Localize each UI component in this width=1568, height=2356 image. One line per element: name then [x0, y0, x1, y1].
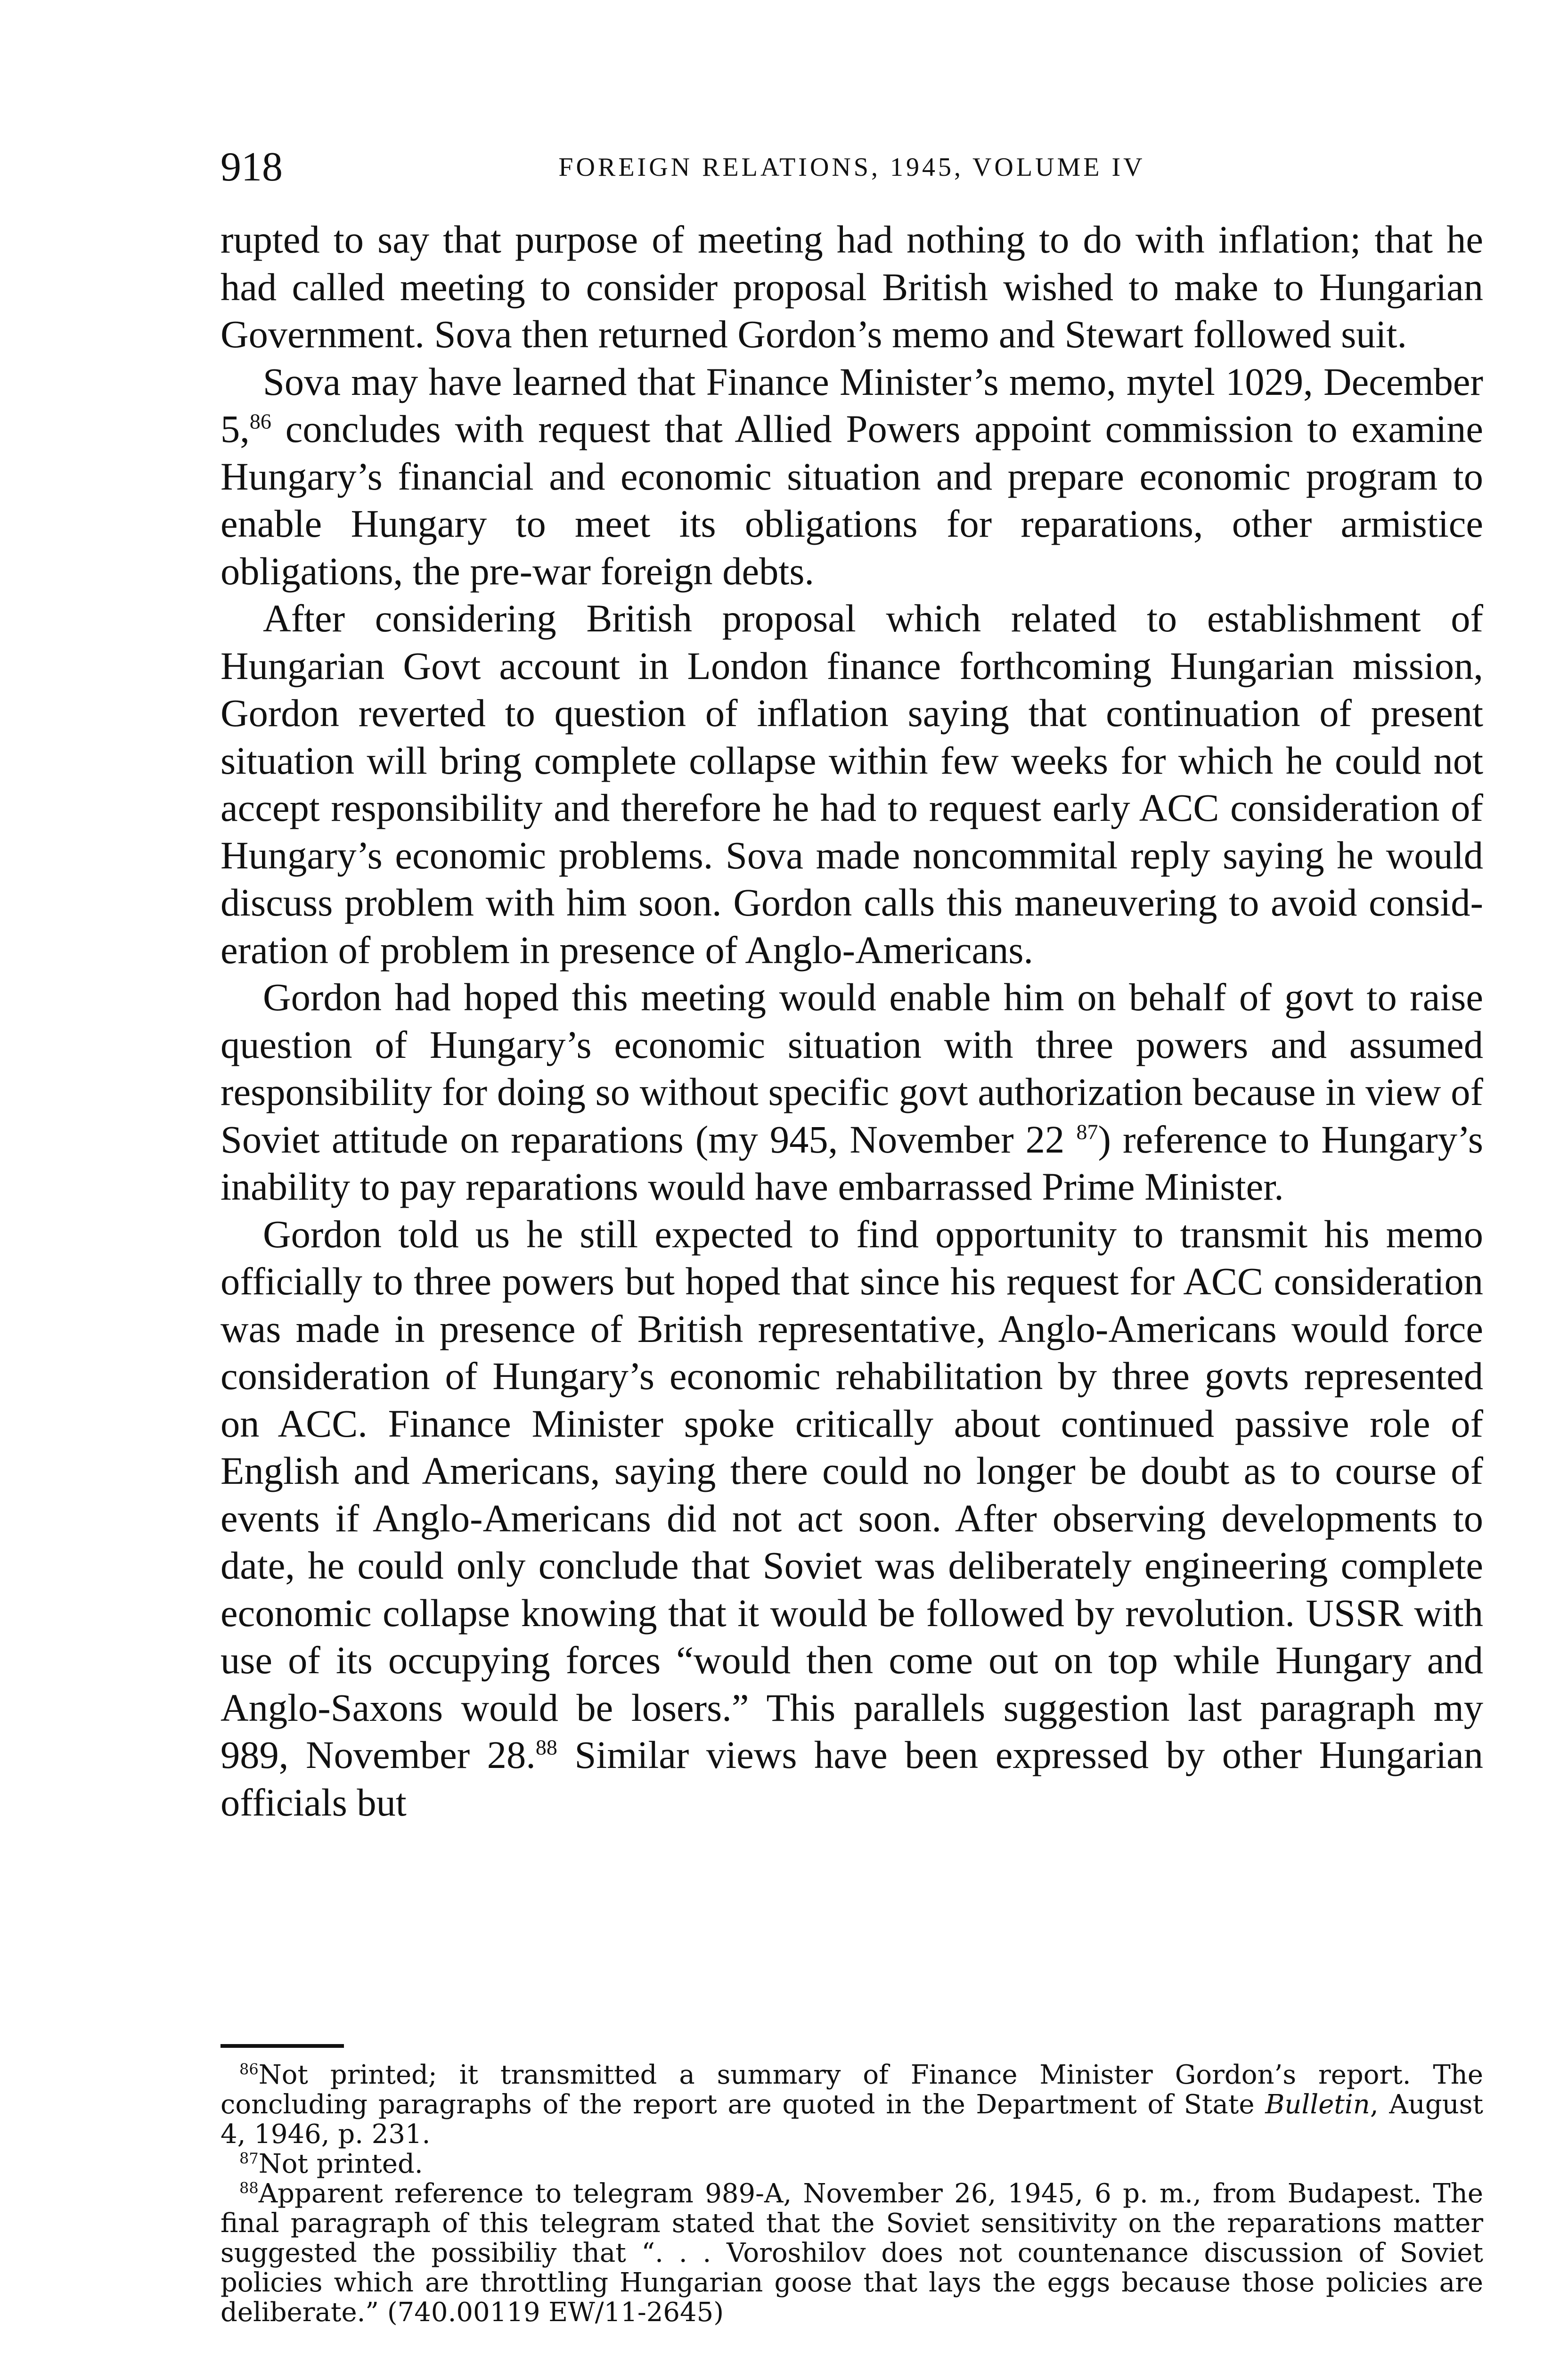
footnote-text: Not printed. — [258, 2149, 423, 2179]
paragraph-4-text: Gordon had hoped this meeting would enable him on behalf of govt to raise question of Hungary’s economic situation with three powers and assumed responsibility for doing so without specific govt authorization because in view of Soviet attitude on reparations (my 945, November 22 — [220, 975, 1483, 1161]
paragraph-5-text-cont: Similar views have been expressed by other Hungarian officials but — [220, 1733, 1484, 1824]
footnote-divider — [220, 2044, 344, 2048]
page-number: 918 — [220, 144, 283, 190]
footnote-87 — [220, 2149, 1483, 2179]
footnote-86 — [220, 2060, 1483, 2149]
footnote-ref-86: 86 — [249, 409, 271, 434]
paragraph-1: rupted to say that purpose of meeting had nothing to do with inflation; that he had called meeting to consider proposal British wished to make to Hungarian Government. Sova then returned Gordon’s memo and Stewart followed suit. — [220, 218, 1483, 356]
footnote-text: Apparent reference to telegram 989-A, November 26, 1945, 6 p. m., from Budapest. The final paragraph of this telegram stated that the Soviet sensitivity on the reparations matter suggested the possibiliy that “. . . Voroshilov does not countenance discussion of Soviet policies which are throttling Hungarian goose that lays the eggs because those policies are deliberate.” (740.00119 EW/11-2645) — [220, 2178, 1483, 2328]
footnote-number: 86 — [239, 2060, 259, 2078]
running-head: FOREIGN RELATIONS, 1945, VOLUME IV — [558, 153, 1145, 182]
paragraph-2-text-cont: concludes with request that Allied Powers appoint commission to examine Hungary’s financial and economic situation and prepare economic program to enable Hungary to meet its obligations for reparations, other armistice obligations, the pre-war foreign debts. — [220, 407, 1483, 593]
footnote-text-cont: , August 4, 1946, p. 231. — [220, 2089, 1484, 2150]
footnote-italic-title: Bulletin — [1265, 2089, 1370, 2120]
footnote-number: 87 — [239, 2149, 259, 2168]
footnote-text: Not printed; it transmitted a summary of Finance Minister Gordon’s report. The concluding paragraphs of the report are quoted in the Department of State — [220, 2060, 1483, 2120]
page-header — [220, 141, 1483, 193]
paragraph-3: After considering British proposal which related to establishment of Hungarian Govt account in London finance forthcoming Hungarian mission, Gordon reverted to question of inflation saying that continuation of present situation will bring complete collapse within few weeks for which he could not accept responsibility and therefore he had to request early ACC consideration of Hungary’s economic problems. Sova made noncommital reply saying he would discuss problem with him soon. Gordon calls this maneuvering to avoid consideration of problem in presence of Anglo-Americans. — [220, 597, 1483, 972]
paragraph-4 — [220, 973, 1483, 1211]
paragraph-5 — [220, 1211, 1483, 1826]
footnote-number: 88 — [239, 2179, 259, 2197]
footnotes — [220, 2060, 1483, 2327]
paragraph-2 — [220, 358, 1483, 595]
footnote-ref-87: 87 — [1076, 1120, 1098, 1144]
paragraph-4-text-cont: ) reference to Hungary’s inability to pay reparations would have embarrassed Prime Minister. — [220, 1117, 1483, 1208]
body-text — [220, 216, 1483, 1826]
paragraph-2-text: Sova may have learned that Finance Minister’s memo, mytel 1029, December 5, — [220, 360, 1483, 450]
footnote-ref-88: 88 — [535, 1735, 557, 1759]
paragraph-5-text: Gordon told us he still expected to find opportunity to transmit his memo officially to three powers but hoped that since his request for ACC consideration was made in presence of British representative, Anglo-Americans would force consideration of Hungary’s economic rehabilitation by three govts represented on ACC. Finance Minister spoke critically about continued passive role of English and Americans, saying there could no longer be doubt as to course of events if Anglo-Americans did not act soon. After observing developments to date, he could only conclude that Soviet was deliberately engineering complete economic collapse knowing that it would be followed by revolution. USSR with use of its occupying forces “would then come out on top while Hungary and Anglo-Saxons would be losers.” This parallels suggestion last paragraph my 989, November 28. — [220, 1212, 1483, 1776]
footnote-88 — [220, 2179, 1483, 2327]
